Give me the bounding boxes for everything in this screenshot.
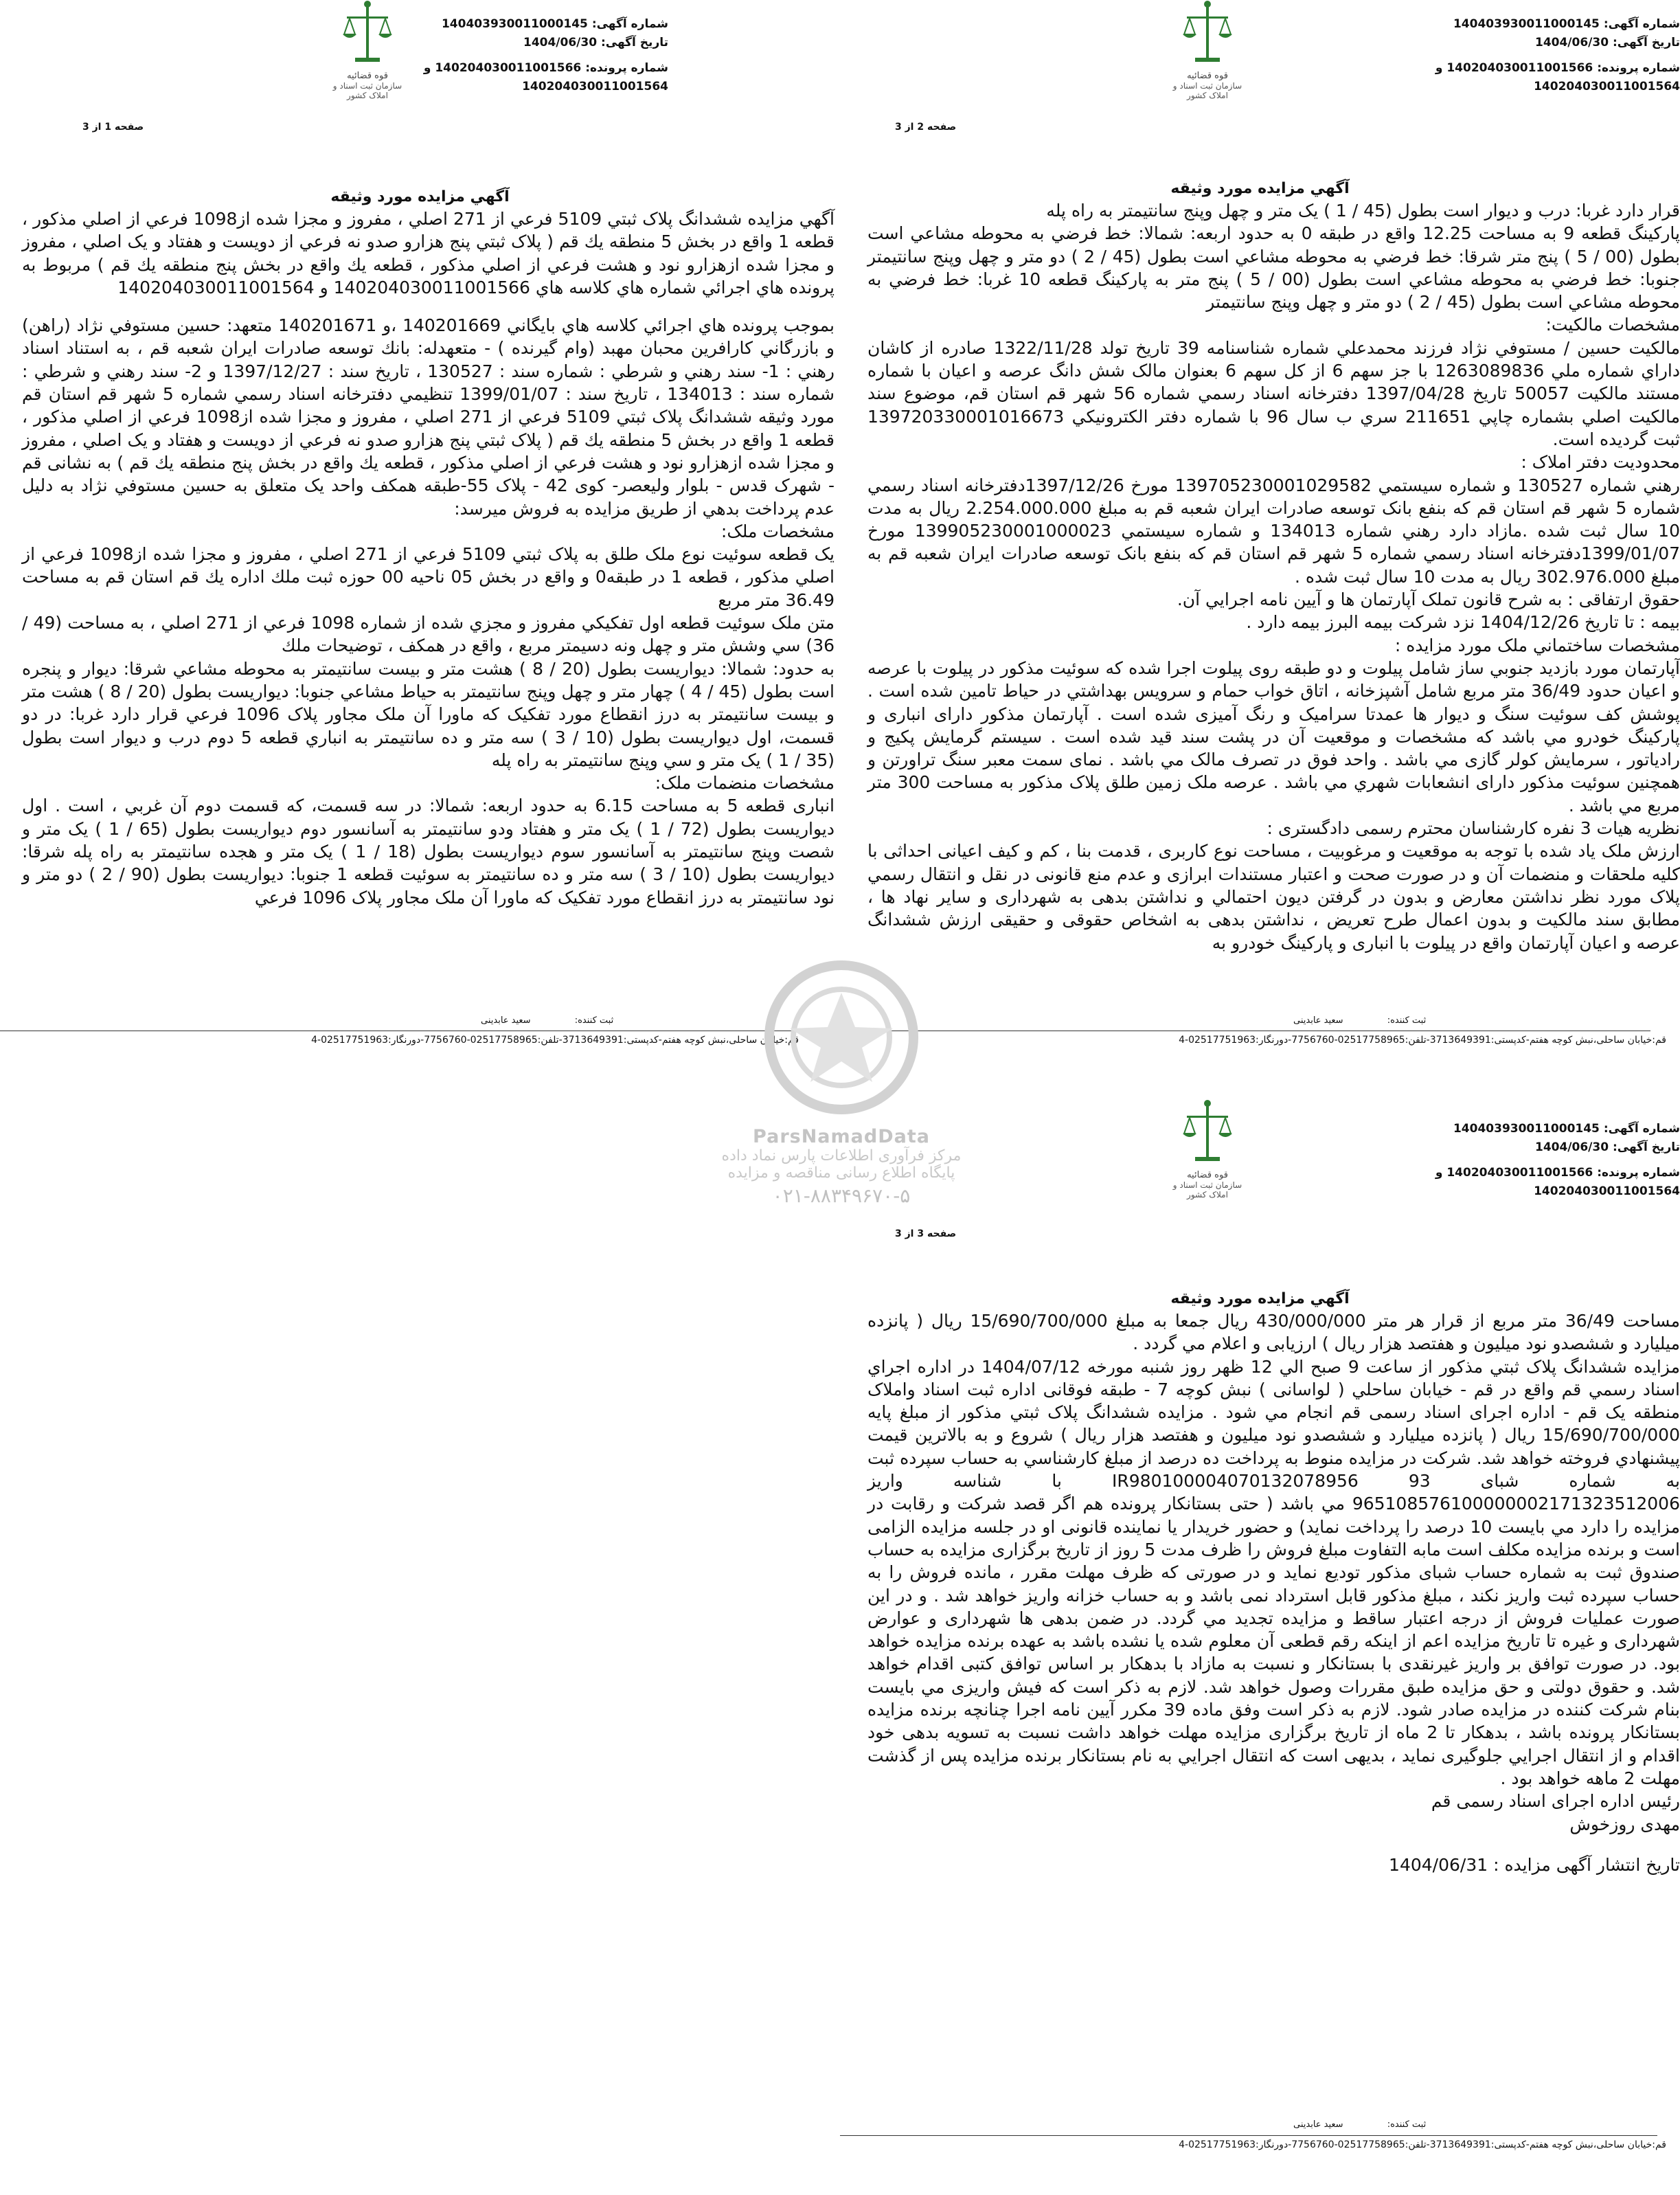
registrar-signature [1293,2119,1426,2130]
ad-date-label: تاریخ آگهی: [1612,1140,1680,1154]
footer-divider [840,2135,1657,2136]
paragraph: انباری قطعه 5 به مساحت 6.15 به حدود اربعه: شمالا: در سه قسمت، که قسمت دوم آن غربي ، است . اول ديواريست بطول (72 / 1 ) يک متر و هفتاد ودو سانتيمتر به آسانسور دوم ديواريست بطول (65 / 1 ) يک متر و شصت وپنج سانتيمتر به آسانسور سوم ديواريست بطول (18 / 1 ) يک متر و هجده سانتيمتر به راه پله شرقا: ديواريست بطول (10 / 3 ) سه متر و ده سانتيمتر به سوئيت قطعه 1 جنوبا: ديواريست بطول (90 / 2 ) دو متر و نود سانتيمتر به درز انقطاع مورد تفکيک که ماورا آن ملک مجاور پلاک 1096 فرعي [22,796,835,908]
page-number: صفحه 1 از 3 [82,122,144,133]
registrar-label: ثبت کننده: [1387,1015,1427,1026]
paragraph: مهدی روزخوش [1569,1814,1680,1834]
paragraph: مشخصات ملک: [720,521,835,541]
case-number-2: 140204030011001564 [1534,1184,1680,1198]
paragraph: محدوديت دفتر املاک : [1521,452,1680,473]
ad-date: 1404/06/30 [523,36,598,49]
publication-date: تاريخ انتشار آگهی مزايده : 1404/06/31 [1389,1854,1680,1875]
logo-org-subname: سازمان ثبت اسناد و املاک کشور [1172,81,1242,100]
paragraph: ارزش ملک ياد شده با توجه به موقعيت و مرغوبيت ، مساحت نوع کاربری ، قدمت بنا ، کم و کيف اعيانی احداثی با کليه ملحقات و منضمات آن و در صورت صحت و اعتبار مستندات ابرازی و عدم منع قانونی در نقل و انتقال رسمي پلاک مورد نظر نداشتن معارض و بدون در گرفتن ديون احتمالي و نداشتن بدهی به شهرداری و ساير نهاد ها ، مطابق سند مالکيت و بدون اعمال طرح تعريض ، نداشتن بدهی به اشخاص حقوقی و حقيقی ارزش ششدانگ عرصه و اعيان آپارتمان واقع در پيلوت با انباری و پارکينگ خودرو به [867,841,1680,953]
paragraph: مشخصات مالكيت: [1545,315,1680,335]
paragraph: متن ملک سوئيت قطعه اول تفکيکي مفروز و مجزي شده از شماره 1098 فرعي از 271 اصلي ، به مساحت (49 / 36) سي وشش متر و چهل ونه دسيمتر مربع ، واقع در همکف ، توضيحات ملك [22,613,835,656]
registrar-signature [1293,1015,1426,1026]
ad-title: آگهي مزايده مورد وثيقه [1170,1290,1350,1307]
watermark-line-1: مرکز فرآوری اطلاعات پارس نماد داده [721,1147,962,1164]
logo-org-subname: سازمان ثبت اسناد و املاک کشور [1172,1180,1242,1200]
watermark-emblem-icon [752,952,931,1123]
paragraph: بيمه : تا تاريخ 1404/12/26 نزد شرکت بيمه البرز بيمه دارد . [1246,612,1680,633]
paragraph: مشخصات منضمات ملک: [655,773,835,793]
paragraph: رهني شماره 130527 و شماره سيستمي 139705230001029582 مورخ 1397/12/26دفترخانه اسناد رسمي شماره 5 شهر قم استان قم که بنفع بانک توسعه صادرات ايران شعبه قم به مبلغ 2.254.000.000 ريال به مدت 10 سال ثبت شده .مازاد دارد رهني شماره 134013 و شماره سيستمي 139905230001000023 مورخ 1399/01/07دفترخانه اسناد رسمي شماره 5 شهر قم استان قم که بنفع بانک توسعه صادرات ايران شعبه قم به مبلغ 302.976.000 ريال به مدت 10 سال ثبت شده . [867,475,1680,587]
paragraph: نظريه هيات 3 نفره كارشناسان محترم رسمی دادگستری : [1267,818,1680,839]
paragraph: به حدود: شمالا: ديواريست بطول (20 / 8 ) هشت متر و بيست سانتيمتر به محوطه مشاعي شرقا: ديوار و پنجره است بطول (45 / 4 ) چهار متر و چهل وپنج سانتيمتر به حياط مشاعي جنوبا: ديواريست بطول (20 / 8 ) هشت متر و بيست سانتيمتر به درز انقطاع مورد تفکيک که ماورا آن ملک مجاور پلاک 1096 فرعي قرار دارد غربا: در دو قسمت، اول ديواريست بطول (10 / 3 ) سه متر و ده سانتيمتر به انباري قطعه 5 دوم درب و ديوار است بطول (35 / 1 ) يک متر و سي وپنج سانتيمتر به راه پله [22,658,835,770]
watermark [687,952,996,1247]
paragraph: آگهي مزايده ششدانگ پلاک ثبتي 5109 فرعي از 271 اصلي ، مفروز و مجزا شده از1098 فرعي از اصلي مذکور ، قطعه 1 واقع در بخش 5 منطقه يك قم ( پلاک ثبتي پنج هزارو صدو نه فرعي از دويست و هفتاد و يک اصلي ، مفروز و مجزا شده ازهزارو نود و هشت فرعي از اصلي مذکور ، قطعه يك واقع در بخش پنج منطقه يك قم ) مربوط به پرونده هاي اجرائي شماره هاي كلاسه هاي 140204030011001566 و 140204030011001564 [22,209,835,297]
registrar-name: سعید عابدینی [1293,1015,1343,1026]
ad-number-label: شماره آگهی: [1603,17,1680,31]
ad-number: 140403930011000145 [441,17,588,31]
ad-number: 140403930011000145 [1453,1122,1600,1136]
ad-title: آگهي مزايده مورد وثيقه [330,188,510,205]
scales-emblem-icon [340,0,395,65]
footer-address: قم:خیابان ساحلی،نبش کوچه هفتم-کدپستی:3713649391-تلفن:02517758965-7756760-دورنگار:02517751963-4 [311,1035,799,1046]
registrar-name: سعید عابدینی [1293,2119,1343,2130]
registrar-label: ثبت کننده: [574,1015,614,1026]
paragraph: مساحت 36/49 متر مربع از قرار هر متر 430/000/000 ريال جمعا به مبلغ 15/690/700/000 ريال ( پانزده ميليارد و ششصدو نود ميليون و هفتصد هزار ريال ) ارزيابی و اعلام مي گردد . [867,1311,1680,1354]
case-number-1: 140204030011001566 و [1435,61,1593,75]
ad-date-label: تاریخ آگهی: [1612,36,1680,49]
paragraph: رئيس اداره اجرای اسناد رسمی قم [1431,1791,1680,1812]
paragraph: مالکيت حسين / مستوفي نژاد فرزند محمدعلي شماره شناسنامه 39 تاريخ تولد 1322/11/28 صادره از کاشان داراي شماره ملي 1263089836 با جز سهم 6 از کل سهم 6 بعنوان مالک شش دانگ عرصه و اعيان با شماره مستند مالکيت 50057 تاريخ 1397/04/28 دفترخانه اسناد رسمي شماره 56 شهر قم استان قم، موضوع سند مالکيت اصلي بشماره چاپي 211651 سري ب سال 96 با شماره دفتر الکترونيکي 139720330001016673 ثبت گرديده است. [867,337,1680,449]
judiciary-logo [323,0,412,110]
case-number-2: 140204030011001564 [1534,80,1680,93]
paragraph: مشخصات ساختماني ملک مورد مزايده : [1394,635,1680,655]
ad-date: 1404/06/30 [1534,36,1609,49]
ad-number-label: شماره آگهی: [591,17,668,31]
page-1 [0,0,840,1072]
case-label: شماره پرونده: [1597,1166,1680,1180]
registrar-label: ثبت کننده: [1387,2119,1427,2130]
paragraph: حقوق ارتفاقی : به شرح قانون تملک آپارتمان ها و آيين نامه اجرايي آن. [1177,589,1680,610]
ad-date-label: تاریخ آگهی: [600,36,668,49]
ad-number: 140403930011000145 [1453,17,1600,31]
watermark-phone: ۰۲۱-۸۸۳۴۹۶۷۰-۵ [772,1184,911,1207]
ad-meta [1323,1120,1680,1201]
logo-org-subname: سازمان ثبت اسناد و املاک کشور [332,81,402,100]
ad-title: آگهي مزايده مورد وثيقه [1170,180,1350,197]
paragraph: يک قطعه سوئيت نوع ملک طلق به پلاک ثبتي 5109 فرعي از 271 اصلي ، مفروز و مجزا شده از1098 فرعي از اصلي مذکور ، قطعه 1 در طبقه0 و واقع در بخش 05 ناحيه 00 حوزه ثبت ملك اداره يك قم استان قم به مساحت 36.49 متر مربع [22,544,835,610]
logo-org-name: قوه قضائیه [1187,71,1228,81]
scales-emblem-icon [1180,0,1235,65]
page-number: صفحه 2 از 3 [895,122,957,133]
ad-body [867,199,1680,954]
case-number-1: 140204030011001566 و [1435,1166,1593,1180]
ad-meta [1323,15,1680,96]
page-2 [840,0,1680,1072]
paragraph: مزايده ششدانگ پلاک ثبتي مذکور از ساعت 9 صبح الي 12 ظهر روز شنبه مورخه 1404/07/12 در اداره اجراي اسناد رسمي قم واقع در قم - خيابان ساحلي ( لواسانی ) نبش کوچه 7 - طبقه فوقانی اداره ثبت اسناد واملاک منطقه يک قم - اداره اجرای اسناد رسمی قم انجام مي شود . مزايده ششدانگ پلاک ثبتي مذکور از مبلغ پايه 15/690/700/000 ريال ( پانزده ميليارد و ششصدو نود ميليون و هفتصد هزار ريال ) شروع و به بالاترين قيمت پيشنهادي فروخته خواهد شد. شرکت در مزايده منوط به پرداخت ده درصد از مبلغ کارشناسي به حساب سپرده ثبت به شماره شبای IR980100004070132078956 93 با شناسه واريز 965108576100000002171323512006 مي باشد ( حتی بستانکار پرونده هم اگر قصد شرکت و رقابت در مزايده را دارد مي بايست 10 درصد را پرداخت نمايد) و حضور خريدار يا نماينده قانونی او در جلسه مزايده الزامی است و برنده مزايده مكلف است مابه التفاوت مبلغ فروش را ظرف مدت 5 روز از تاريخ برگزاری مزايده به حساب صندوق ثبت به شماره حساب شبای مذکور توديع نمايد و در صورتی که ظرف مهلت مقرر ، مانده فروش را به حساب سپرده ثبت واريز نکند ، مبلغ مذکور قابل استرداد نمی باشد و به حساب خزانه واريز خواهد شد . و در اين صورت عمليات فروش از درجه اعتبار ساقط و مزايده تجديد مي گردد. در ضمن بدهی ها شهرداری و عوارض شهرداری و غيره تا تاريخ مزايده اعم از اينكه رقم قطعی آن معلوم شده يا نشده باشد به عهده برنده مزايده خواهد بود. در صورت توافق بر واريز غيرنقدی با بستانکار و نسبت به مازاد با بدهکار بر اساس توافق کتبی اقدام خواهد شد. و حقوق دولتی و حق مزايده طبق مقررات وصول خواهد شد. لازم به ذکر است که فيش واريزی مي بايست بنام شرکت کننده در مزايده صادر شود. لازم به ذکر است وفق ماده 39 مکرر آيين نامه اجرا چنانچه برنده مزايده بستانکار پرونده باشد ، بدهکار تا 2 ماه از تاريخ برگزاری مزايده مهلت خواهد داشت نسبت به تسويه بدهی خود اقدام و از انتقال اجرايي جلوگيری نمايد ، بديهی است که انتقال اجرايي به نام بستانکار برنده مزايده پس از گذشت مهلت 2 ماهه خواهد بود . [867,1356,1680,1788]
judiciary-logo [1163,1099,1252,1209]
case-label: شماره پرونده: [1597,61,1680,75]
logo-org-name: قوه قضائیه [347,71,388,81]
ad-number-label: شماره آگهی: [1603,1122,1680,1136]
paragraph: آپارتمان مورد بازديد جنوبي ساز شامل پيلوت و دو طبقه روی پيلوت اجرا شده كه سوئيت مذکور در پيلوت با عرصه و اعيان حدود 36/49 متر مربع شامل آشپزخانه ، اتاق خواب حمام و سرويس بهداشتي در حياط تامين شده است . پوشش کف سوئيت سنگ و ديوار ها عمدتا سراميک و رنگ آميزی شده است . آپارتمان مذکور دارای انباری و پارکينگ خودرو مي باشد که مشخصات و موقعيت آن در پشت سند قيد شده است . سيستم گرمايش پکيج و رادياتور ، سرمايش کولر گازی مي باشد . واحد فوق در تصرف مالک مي باشد . نمای سمت معبر سنگ تراورتن و همچنين سوئيت مذکور دارای انشعابات شهري مي باشد . عرصه ملک زمين طلق پلاک مذکور به مساحت 300 متر مربع مي باشد . [867,657,1680,815]
watermark-brand: ParsNamadData [753,1126,930,1147]
judiciary-logo [1163,0,1252,110]
case-number-1: 140204030011001566 و [423,61,582,75]
ad-body [867,1309,1680,1876]
scales-emblem-icon [1180,1099,1235,1164]
ad-body [22,207,835,909]
registrar-name: سعید عابدینی [481,1015,531,1026]
logo-org-name: قوه قضائیه [1187,1170,1228,1180]
ad-date: 1404/06/30 [1534,1140,1609,1154]
registrar-signature [481,1015,613,1026]
footer-address: قم:خیابان ساحلی،نبش کوچه هفتم-کدپستی:3713649391-تلفن:02517758965-7756760-دورنگار:02517751963-4 [1179,1035,1666,1046]
paragraph: بموجب پرونده هاي اجرائي كلاسه هاي بايگاني 140201669 ،و 140201671 متعهد: حسين مستوفي نژاد (راهن) و بازرگاني كارافرين محبان مهبد (وام گيرنده ) - متعهدله: بانك توسعه صادرات ايران شعبه قم ، به استناد اسناد رهني : 1- سند رهني و شرطي : شماره سند : 130527 ، تاريخ سند : 1397/12/27 و 2- سند رهني و شرطي : شماره سند : 134013 ، تاريخ سند : 1399/01/07 تنظيمي دفترخانه اسناد رسمي شماره 5 شهر قم استان قم مورد وثيقه ششدانگ پلاک ثبتي 5109 فرعي از 271 اصلي ، مفروز و مجزا شده از1098 فرعي از اصلي مذکور ، قطعه 1 واقع در بخش 5 منطقه يك قم ( پلاک ثبتي پنج هزارو صدو نه فرعي از دويست و هفتاد و يک اصلي ، مفروز و مجزا شده ازهزارو نود و هشت فرعي از اصلي مذکور ، قطعه يك واقع در بخش پنج منطقه يك قم ) به نشانی قم - شهرک قدس - بلوار وليعصر- کوی 42 - پلاک 55-طبقه همکف واحد يک متعلق به حسين مستوفي نژاد به دليل عدم پرداخت بدهي از طريق مزايده به فروش ميرسد: [22,315,835,519]
watermark-line-2: پایگاه اطلاع رسانی مناقصه و مزایده [727,1164,955,1182]
page-number: صفحه 3 از 3 [895,1228,957,1239]
paragraph: قرار دارد غربا: درب و ديوار است بطول (45 / 1 ) يک متر و چهل وپنج سانتيمتر به راه پله [1046,201,1680,221]
footer-address: قم:خیابان ساحلی،نبش کوچه هفتم-کدپستی:3713649391-تلفن:02517758965-7756760-دورنگار:02517751963-4 [1179,2139,1666,2150]
paragraph: پارکينگ قطعه 9 به مساحت 12.25 واقع در طبقه 0 به حدود اربعه: شمالا: خط فرضي به محوطه مشاعي است بطول (00 / 5 ) پنج متر شرقا: خط فرضي به محوطه مشاعي است بطول (45 / 2 ) دو متر و چهل وپنج سانتيمتر جنوبا: خط فرضي به محوطه مشاعي است بطول (00 / 5 ) پنج متر به پارکينگ قطعه 10 غربا: خط فرضي به محوطه مشاعي است بطول (45 / 2 ) دو متر و چهل وپنج سانتيمتر [867,223,1680,313]
case-number-2: 140204030011001564 [522,80,668,93]
case-label: شماره پرونده: [585,61,668,75]
